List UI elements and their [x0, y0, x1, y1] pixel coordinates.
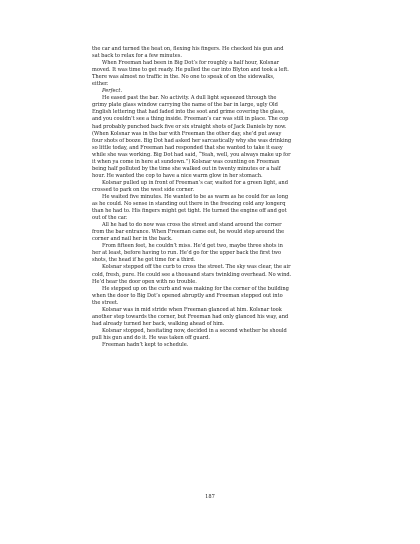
paragraph: He waited five minutes. He wanted to be as warm as he could for as long as he could. No sense in standing out there in the freezing cold any longerq than he had to. His fingers might get tight. He turned the engine off and got out of the car.: [92, 193, 289, 222]
paragraph: Kolsnar stepped off the curb to cross the street. The sky was clear, the air cold, fresh, pure. He could see a thousand stars twinkling overhead. No wind. He’d hear the door open with no trouble.: [92, 264, 292, 285]
paragraph: Kolsnar was in mid stride when Freeman glanced at him. Kolsnar took another step towards the corner, but Freeman had only glanced his way, and had already turned her back, walking ahead of him.: [92, 306, 289, 327]
paragraph: From fifteen feet, he couldn’t miss. He’d get two, maybe three shots in her at least, before having to run. He’d go for the upper back the first two shots, the head if he got time for a third.: [92, 243, 283, 264]
page-body: [92, 46, 330, 349]
paragraph: He eased past the bar. No activity. A dull light squeezed through the grimy plate glass window carrying the name of the bar in large, ugly Old English lettering that had faded into the soot and grime covering the glass, and you couldn’t see a thing inside. Freeman’s car was still in place. The cop had probably punched back five or six straight shots of Jack Daniels by now. (When Kolsnar was in the bar with Freeman the other day, she’d put away four shots of booze. Big Dot had asked her sarcastically why she was drinking so little today, and Freeman had responded that she wanted to take it easy while she was working. Big Dot had said, “Yeah, well, you always make up for it when ya come in here at sundown.”) Kolsnar was counting on Freeman being half polluted by the time she walked out in twenty minutes or a half hour. He wanted the cop to have a nice warm glow in her stomach.: [92, 95, 292, 179]
paragraph: Kolsnar pulled up in front of Freeman’s car, waited for a green light, and crossed to park on the west side corner.: [92, 179, 288, 193]
paragraph: the car and turned the heat on, flexing his fingers. He checked his gun and sat back to relax for a few minutes.: [92, 46, 284, 60]
paragraph: Kolsnar stopped, hesitating now, decided in a second whether he should pull his gun and do it. He was taken off guard.: [92, 327, 287, 341]
paragraph: All he had to do now was cross the street and stand around the corner from the bar entrance. When Freeman came out, he would step around the corner and nail her in the back.: [92, 222, 285, 243]
paragraph: Freeman hadn’t kept to schedule.: [102, 341, 189, 348]
paragraph: Perfect.: [102, 88, 123, 95]
page-number: 187: [205, 494, 215, 500]
paragraph: When Freeman had been in Big Dot’s for roughly a half hour, Kolsnar moved. It was time to get ready. He pulled the car into Blyton and took a left. There was almost no traffic in the. No one to speak of on the sidewalks, either.: [92, 60, 289, 88]
paragraph: He stepped up on the curb and was making for the corner of the building when the door to Big Dot’s opened abruptly and Freeman stepped out into the street.: [92, 285, 289, 306]
